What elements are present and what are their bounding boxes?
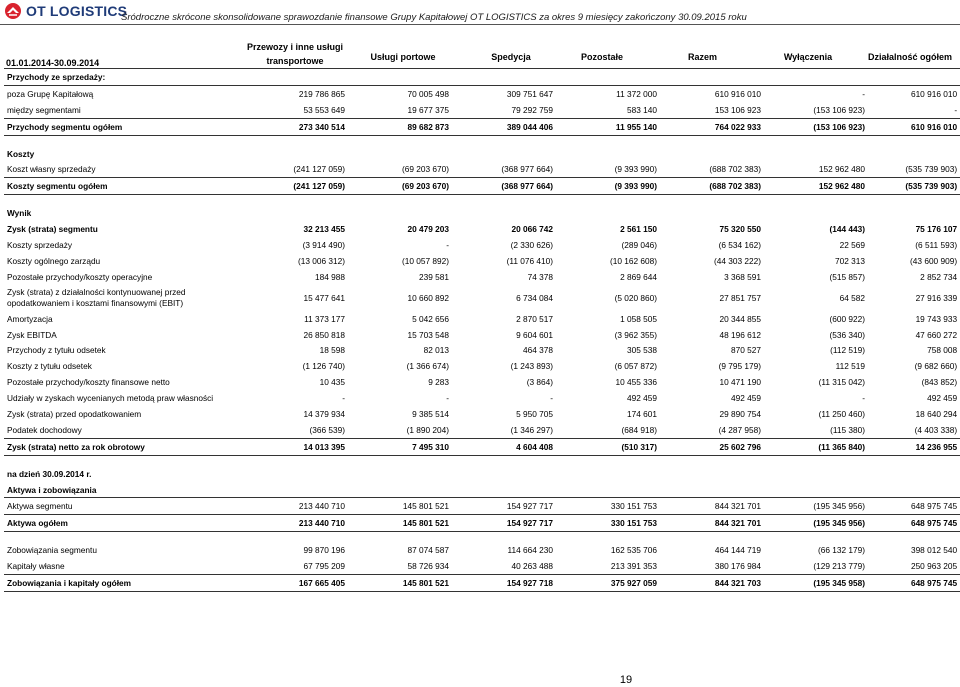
row-value: 14 013 395 xyxy=(244,438,348,455)
row-value: 11 372 000 xyxy=(616,88,657,99)
company-logo xyxy=(4,1,127,21)
row-value: 47 660 272 xyxy=(915,329,958,340)
row-value: 75 320 550 xyxy=(719,224,761,235)
row-value: 153 106 923 xyxy=(714,104,761,115)
row-value: 79 292 759 xyxy=(511,104,553,115)
row-value: (366 539) xyxy=(309,424,345,435)
row-value: (153 106 923) xyxy=(813,104,865,115)
row-value: 18 640 294 xyxy=(915,408,958,419)
row-value: 492 459 xyxy=(731,393,761,404)
row-value: 2 852 734 xyxy=(920,271,958,282)
row-value: 145 801 521 xyxy=(348,575,452,592)
row-value: (11 250 460) xyxy=(818,408,865,419)
row-value: (536 340) xyxy=(829,329,865,340)
row-value: (112 519) xyxy=(830,345,865,356)
row-value: 29 890 754 xyxy=(719,408,761,419)
row-value: (688 702 383) xyxy=(660,178,764,195)
row-value: 27 916 339 xyxy=(915,292,958,303)
row-value: 70 005 498 xyxy=(407,88,449,99)
page-number-footer xyxy=(0,674,960,686)
row-value: (43 600 909) xyxy=(910,255,958,266)
row-label: poza Grupę Kapitałową xyxy=(7,88,94,99)
row-value: 2 870 517 xyxy=(516,313,553,324)
row-value: 844 321 701 xyxy=(660,515,764,532)
spacer-row xyxy=(4,455,960,466)
table-row xyxy=(4,327,960,343)
row-label: Kapitały własne xyxy=(7,561,65,572)
row-value: (3 962 355) xyxy=(614,329,657,340)
row-value: (4 403 338) xyxy=(914,424,958,435)
row-value: (11 365 840) xyxy=(764,438,868,455)
row-value: (289 046) xyxy=(621,239,657,250)
row-value: 330 151 753 xyxy=(610,501,657,512)
row-value: (9 795 179) xyxy=(718,361,761,372)
row-value: 154 927 718 xyxy=(452,575,556,592)
table-row xyxy=(4,558,960,574)
row-value: (688 702 383) xyxy=(709,164,761,175)
table-row xyxy=(4,237,960,253)
row-label: Amortyzacja xyxy=(7,313,53,324)
row-value: (2 330 626) xyxy=(510,239,553,250)
row-value: (684 918) xyxy=(621,424,657,435)
row-value: 162 535 706 xyxy=(610,545,657,556)
row-value: 14 379 934 xyxy=(303,408,345,419)
row-value: (368 977 664) xyxy=(452,178,556,195)
row-label: Koszty xyxy=(7,148,35,159)
row-label: Zysk (strata) segmentu xyxy=(7,224,98,235)
row-value: 5 950 705 xyxy=(516,408,553,419)
table-row xyxy=(4,85,960,101)
row-value: (3 864) xyxy=(526,377,553,388)
column-header-total-activity: Działalność ogółem xyxy=(867,52,953,62)
table-row xyxy=(4,178,960,195)
row-value: 20 066 742 xyxy=(511,224,553,235)
row-value: - xyxy=(342,393,345,404)
row-value: 58 726 934 xyxy=(407,561,449,572)
table-row xyxy=(4,390,960,406)
row-label: Zysk (strata) netto za rok obrotowy xyxy=(4,438,244,455)
table-row xyxy=(4,342,960,358)
row-value: - xyxy=(862,393,865,404)
row-value: 213 391 353 xyxy=(610,561,657,572)
table-row xyxy=(4,542,960,558)
row-value: (515 857) xyxy=(829,271,865,282)
row-label: Przychody segmentu ogółem xyxy=(4,118,244,135)
row-value: (535 739 903) xyxy=(905,164,958,175)
row-value: 583 140 xyxy=(627,104,657,115)
row-label: Koszty sprzedaży xyxy=(7,239,73,250)
row-value: 4 604 408 xyxy=(452,438,556,455)
row-value: 25 602 796 xyxy=(660,438,764,455)
segment-table-body xyxy=(4,69,960,592)
row-value: 174 601 xyxy=(627,408,657,419)
table-row xyxy=(4,515,960,532)
spacer-cell xyxy=(4,455,960,466)
row-value: 10 471 190 xyxy=(719,377,761,388)
table-row xyxy=(4,575,960,592)
row-value: 2 561 150 xyxy=(620,224,657,235)
row-label: Koszty segmentu ogółem xyxy=(4,178,244,195)
row-value: 648 975 745 xyxy=(910,501,958,512)
table-row xyxy=(4,205,960,221)
row-value: 648 975 745 xyxy=(868,515,960,532)
row-value: 9 283 xyxy=(428,377,449,388)
row-value: (1 243 893) xyxy=(510,361,553,372)
row-label: Koszt własny sprzedaży xyxy=(7,164,96,175)
row-value: 10 455 336 xyxy=(615,377,657,388)
row-value: 15 477 641 xyxy=(303,292,345,303)
row-label: Aktywa segmentu xyxy=(7,501,73,512)
logo-text: OT LOGISTICS xyxy=(26,3,128,19)
row-value: 309 751 647 xyxy=(506,88,553,99)
row-value: 87 074 587 xyxy=(407,545,449,556)
row-value: 75 176 107 xyxy=(915,224,958,235)
row-value: 184 988 xyxy=(315,271,345,282)
row-value: 53 553 649 xyxy=(303,104,345,115)
row-value: 15 703 548 xyxy=(407,329,449,340)
table-row xyxy=(4,253,960,269)
row-value: - xyxy=(862,88,865,99)
row-value: 67 795 209 xyxy=(303,561,345,572)
row-value: 152 962 480 xyxy=(818,164,865,175)
table-row xyxy=(4,438,960,455)
row-value: (129 213 779) xyxy=(813,561,865,572)
row-value: 610 916 010 xyxy=(868,118,960,135)
row-value: 492 459 xyxy=(627,393,657,404)
row-value: (69 203 670) xyxy=(348,178,452,195)
row-label: Podatek dochodowy xyxy=(7,424,82,435)
row-value: (6 511 593) xyxy=(915,239,958,250)
row-value: 112 519 xyxy=(835,361,865,372)
row-label: Pozostałe przychody/koszty finansowe netto xyxy=(7,377,170,388)
row-label: Wynik xyxy=(7,208,32,219)
row-value: 375 927 059 xyxy=(556,575,660,592)
row-value: (11 076 410) xyxy=(506,255,553,266)
table-row xyxy=(4,482,960,498)
spacer-row xyxy=(4,532,960,543)
table-row xyxy=(4,311,960,327)
row-value: (1 126 740) xyxy=(302,361,345,372)
row-value: 758 008 xyxy=(927,345,958,356)
row-value: 3 368 591 xyxy=(724,271,761,282)
row-value: 11 955 140 xyxy=(556,118,660,135)
column-header-other: Pozostałe xyxy=(580,52,623,62)
row-value: 27 851 757 xyxy=(719,292,761,303)
row-value: (368 977 664) xyxy=(501,164,553,175)
row-value: (535 739 903) xyxy=(868,178,960,195)
row-value: 9 604 601 xyxy=(516,329,553,340)
row-label: Przychody ze sprzedaży: xyxy=(4,69,960,86)
report-header xyxy=(0,0,960,24)
row-value: (4 287 958) xyxy=(718,424,761,435)
row-value: 1 058 505 xyxy=(620,313,657,324)
column-header-transport-line2: transportowe xyxy=(266,56,324,66)
row-value: (10 057 892) xyxy=(401,255,449,266)
row-value: (144 443) xyxy=(829,224,865,235)
table-row xyxy=(4,374,960,390)
document-title: Śródroczne skrócone skonsolidowane sprawozdanie finansowe Grupy Kapitałowej OT LOGISTICS za okres 9 miesięcy zakończony 30.09.2015 roku xyxy=(121,12,747,23)
row-label: Przychody z tytułu odsetek xyxy=(7,345,106,356)
spacer-row xyxy=(4,195,960,206)
table-row xyxy=(4,406,960,422)
row-value: 19 677 375 xyxy=(407,104,449,115)
row-value: 330 151 753 xyxy=(556,515,660,532)
spacer-cell xyxy=(4,195,960,206)
row-value: 152 962 480 xyxy=(764,178,868,195)
row-value: (44 303 222) xyxy=(713,255,761,266)
row-value: 213 440 710 xyxy=(298,501,345,512)
row-value: 492 459 xyxy=(927,393,958,404)
row-value: (3 914 490) xyxy=(302,239,345,250)
row-value: 389 044 406 xyxy=(452,118,556,135)
row-value: 7 495 310 xyxy=(348,438,452,455)
row-label: Zobowiązania segmentu xyxy=(7,545,97,556)
row-label: Zobowiązania i kapitały ogółem xyxy=(4,575,244,592)
table-row xyxy=(4,269,960,285)
row-value: 239 581 xyxy=(419,271,449,282)
row-value: 20 344 855 xyxy=(719,313,761,324)
row-value: - xyxy=(446,239,449,250)
table-row xyxy=(4,498,960,515)
row-value: 82 013 xyxy=(423,345,449,356)
row-value: (1 890 204) xyxy=(406,424,449,435)
row-value: 648 975 745 xyxy=(868,575,960,592)
row-label: Zysk (strata) przed opodatkowaniem xyxy=(7,408,142,419)
row-value: 250 963 205 xyxy=(910,561,958,572)
row-value: 2 869 644 xyxy=(620,271,657,282)
row-value: (11 315 042) xyxy=(818,377,865,388)
row-value: 870 527 xyxy=(731,345,761,356)
table-row xyxy=(4,118,960,135)
row-value: - xyxy=(550,393,553,404)
column-header-eliminations: Wyłączenia xyxy=(783,52,833,62)
row-value: 40 263 488 xyxy=(511,561,553,572)
row-value: 610 916 010 xyxy=(714,88,761,99)
row-value: 26 850 818 xyxy=(303,329,345,340)
table-row xyxy=(4,146,960,162)
row-value: 145 801 521 xyxy=(348,515,452,532)
row-value: 5 042 656 xyxy=(412,313,449,324)
row-value: 702 313 xyxy=(835,255,865,266)
row-value: 99 870 196 xyxy=(303,545,345,556)
row-value: (241 127 059) xyxy=(244,178,348,195)
row-value: 89 682 873 xyxy=(348,118,452,135)
row-value: 305 538 xyxy=(627,345,657,356)
row-value: 145 801 521 xyxy=(402,501,449,512)
row-value: 213 440 710 xyxy=(244,515,348,532)
row-value: (153 106 923) xyxy=(764,118,868,135)
row-value: (115 380) xyxy=(830,424,865,435)
row-value: (241 127 059) xyxy=(293,164,345,175)
spacer-row xyxy=(4,135,960,146)
row-value: 11 373 177 xyxy=(304,313,345,324)
row-value: (69 203 670) xyxy=(401,164,449,175)
row-label: Koszty ogólnego zarządu xyxy=(7,255,101,266)
row-value: (600 922) xyxy=(829,313,865,324)
row-value: 464 144 719 xyxy=(714,545,761,556)
row-value: 464 378 xyxy=(523,345,553,356)
row-value: 764 022 933 xyxy=(660,118,764,135)
row-value: (6 057 872) xyxy=(614,361,657,372)
column-header-port: Usługi portowe xyxy=(370,52,436,62)
row-value: 154 927 717 xyxy=(452,515,556,532)
row-value: (195 345 956) xyxy=(813,501,865,512)
column-header-forwarding: Spedycja xyxy=(491,52,531,62)
column-header-total: Razem xyxy=(687,52,717,62)
row-value: (66 132 179) xyxy=(817,545,865,556)
row-label: Aktywa i zobowiązania xyxy=(4,482,960,498)
row-value: (843 852) xyxy=(921,377,958,388)
row-value: (6 534 162) xyxy=(718,239,761,250)
row-value: 844 321 703 xyxy=(660,575,764,592)
period-header: 01.01.2014-30.09.2014 xyxy=(6,58,100,68)
row-value: 10 435 xyxy=(319,377,345,388)
row-value: 219 786 865 xyxy=(298,88,345,99)
row-value: (13 006 312) xyxy=(297,255,345,266)
row-value: (1 366 674) xyxy=(406,361,449,372)
row-value: (1 346 297) xyxy=(510,424,553,435)
row-value: (195 345 956) xyxy=(764,515,868,532)
row-value: (9 393 990) xyxy=(556,178,660,195)
row-label: Aktywa ogółem xyxy=(4,515,244,532)
row-value: 154 927 717 xyxy=(506,501,553,512)
row-value: 20 479 203 xyxy=(407,224,449,235)
row-value: (10 162 608) xyxy=(609,255,657,266)
row-value: 380 176 984 xyxy=(714,561,761,572)
row-value: 19 743 933 xyxy=(915,313,958,324)
row-value: (9 393 990) xyxy=(614,164,657,175)
row-label: Udziały w zyskach wycenianych metodą praw własności xyxy=(7,393,214,404)
row-value: (9 682 660) xyxy=(914,361,958,372)
row-value: (5 020 860) xyxy=(614,292,657,303)
row-value: 114 664 230 xyxy=(507,545,553,556)
spacer-cell xyxy=(4,135,960,146)
table-row xyxy=(4,358,960,374)
row-value: 610 916 010 xyxy=(910,88,958,99)
row-value: 6 734 084 xyxy=(516,292,553,303)
row-value: 64 582 xyxy=(839,292,865,303)
page-number: 19 xyxy=(619,674,633,686)
row-label: Koszty z tytułu odsetek xyxy=(7,361,92,372)
row-label: między segmentami xyxy=(7,104,81,115)
column-header-transport xyxy=(244,40,346,68)
row-value: - xyxy=(446,393,449,404)
row-value: - xyxy=(954,104,958,115)
table-row xyxy=(4,422,960,438)
row-value: 9 385 514 xyxy=(412,408,449,419)
segment-table xyxy=(4,68,960,592)
table-row xyxy=(4,102,960,118)
row-label: Zysk (strata) z działalności kontynuowanej przed opodatkowaniem i kosztami finansowymi (EBIT) xyxy=(7,286,186,308)
row-value: 48 196 612 xyxy=(719,329,761,340)
row-value: 18 598 xyxy=(319,345,345,356)
row-value: (195 345 958) xyxy=(764,575,868,592)
row-value: 844 321 701 xyxy=(714,501,761,512)
row-value: 167 665 405 xyxy=(244,575,348,592)
row-label: Pozostałe przychody/koszty operacyjne xyxy=(7,271,153,282)
row-value: 32 213 455 xyxy=(303,224,345,235)
table-row xyxy=(4,161,960,177)
row-label: na dzień 30.09.2014 r. xyxy=(7,468,92,479)
logo-mark-icon xyxy=(4,2,22,20)
row-label: Zysk EBITDA xyxy=(7,329,57,340)
row-value: (510 317) xyxy=(556,438,660,455)
spacer-cell xyxy=(4,532,960,543)
column-header-transport-line1: Przewozy i inne usługi xyxy=(246,42,344,52)
table-row xyxy=(4,466,960,482)
row-value: 74 378 xyxy=(527,271,553,282)
row-value: 10 660 892 xyxy=(407,292,449,303)
header-divider xyxy=(0,24,960,25)
table-row xyxy=(4,285,960,311)
row-value: 22 569 xyxy=(839,239,865,250)
table-row xyxy=(4,221,960,237)
table-row xyxy=(4,69,960,86)
row-value: 273 340 514 xyxy=(244,118,348,135)
row-value: 398 012 540 xyxy=(910,545,958,556)
row-value: 14 236 955 xyxy=(868,438,960,455)
